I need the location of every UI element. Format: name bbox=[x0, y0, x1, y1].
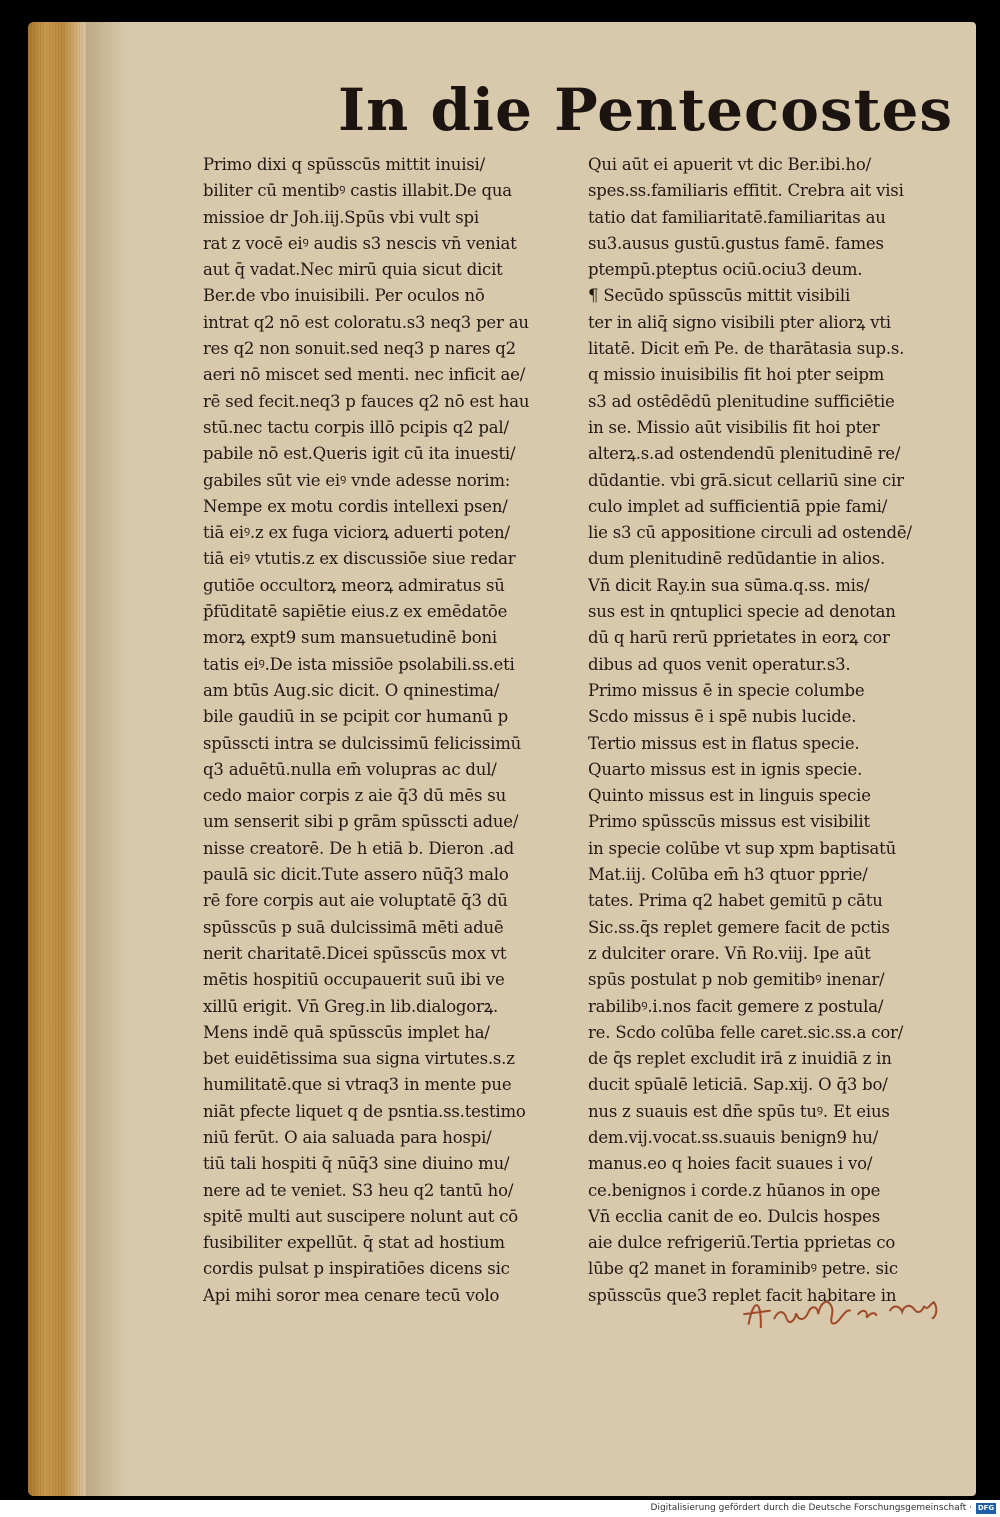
text-line: biliter cū mentibꝰ castis illabit.De qua bbox=[203, 181, 512, 201]
text-column-left bbox=[203, 152, 575, 1309]
page-edge bbox=[28, 22, 86, 1496]
text-line: Mat.iij. Colūba em̄ h3 qtuor pprie/ bbox=[588, 865, 868, 885]
text-line: ducit spūalē leticiā. Sap.xij. O q̄3 bo/ bbox=[588, 1075, 888, 1095]
text-line: alterꝝ.s.ad ostendendū plenitudinē re/ bbox=[588, 444, 901, 464]
text-line: gabiles sūt vie eiꝰ vnde adesse norim: bbox=[203, 470, 511, 490]
text-line: culo implet ad sufficientiā ppie fami/ bbox=[588, 496, 888, 516]
text-line: ¶ Secūdo spūsscūs mittit visibili bbox=[588, 286, 851, 306]
text-line: Qui aūt ei apuerit vt dic Ber.ibi.ho/ bbox=[588, 155, 871, 174]
text-line: stū.nec tactu corpis illō pcipis q2 pal/ bbox=[203, 417, 509, 437]
text-line: Primo spūsscūs missus est visibilit bbox=[588, 812, 870, 832]
text-line: rabilibꝰ.i.nos facit gemere z postula/ bbox=[588, 996, 884, 1016]
text-line: spūsscti intra se dulcissimū felicissimū bbox=[203, 733, 522, 753]
text-line: ce.benignos i corde.z hūanos in ope bbox=[588, 1180, 881, 1200]
text-line: in se. Missio aūt visibilis fit hoi pter bbox=[588, 417, 880, 437]
text-line: rē sed fecit.neq3 p fauces q2 nō est hau bbox=[203, 391, 530, 411]
text-line: Primo dixi q spūsscūs mittit inuisi/ bbox=[203, 155, 485, 174]
text-line: p̄fūditatē sapiētie eius.z ex emēdatōe bbox=[203, 602, 508, 622]
text-line: dū q harū rerū pprietates in eorꝝ cor bbox=[588, 628, 890, 648]
text-line: re. Scdo colūba felle caret.sic.ss.a cor/ bbox=[588, 1022, 904, 1042]
text-line: gutiōe occultorꝝ meorꝝ admiratus sū bbox=[203, 575, 505, 595]
text-line: aie dulce refrigeriū.Tertia pprietas co bbox=[588, 1233, 896, 1253]
text-line: su3.ausus gustū.gustus famē. fames bbox=[588, 233, 884, 253]
text-line: nere ad te veniet. S3 heu q2 tantū ho/ bbox=[203, 1180, 514, 1200]
text-line: Vn̄ dicit Ray.in sua sūma.q.ss. mis/ bbox=[588, 575, 870, 595]
text-line: manus.eo q hoies facit suaues i vo/ bbox=[588, 1154, 873, 1174]
text-line: res q2 non sonuit.sed neq3 p nares q2 bbox=[203, 339, 516, 359]
text-line: pabile nō est.Queris igit cū ita inuesti/ bbox=[203, 444, 516, 464]
text-line: morꝝ expt9 sum mansuetudinē boni bbox=[203, 628, 497, 648]
text-line: bile gaudiū in se pcipit cor humanū p bbox=[203, 707, 508, 727]
text-line: fusibiliter expellūt. q̄ stat ad hostium bbox=[203, 1233, 505, 1253]
text-line: rē fore corpis aut aie voluptatē q̄3 dū bbox=[203, 891, 508, 911]
text-line: in specie colūbe vt sup xpm baptisatū bbox=[588, 838, 897, 858]
digitization-footer bbox=[0, 1500, 1000, 1517]
text-line: humilitatē.que si vtraq3 in mente pue bbox=[203, 1075, 512, 1095]
text-line: rat z vocē eiꝰ audis s3 nescis vn̄ veniat bbox=[203, 233, 517, 253]
text-line: am btūs Aug.sic dicit. O qninestima/ bbox=[203, 680, 500, 700]
text-line: xillū erigit. Vn̄ Greg.in lib.dialogorꝝ. bbox=[203, 996, 499, 1016]
text-line: tatis eiꝰ.De ista missiōe psolabili.ss.eti bbox=[203, 654, 515, 674]
text-line: dum plenitudinē redūdantie in alios. bbox=[588, 549, 886, 569]
text-line: mētis hospitiū occupauerit suū ibi ve bbox=[203, 970, 505, 990]
text-line: aeri nō miscet sed menti. nec inficit ae/ bbox=[203, 365, 526, 385]
text-line: Tertio missus est in flatus specie. bbox=[588, 733, 860, 753]
text-line: missioe dr Joh.iij.Spūs vbi vult spi bbox=[203, 207, 479, 227]
text-line: spitē multi aut suscipere nolunt aut cō bbox=[203, 1206, 518, 1226]
text-line: z dulciter orare. Vn̄ Ro.viij. Ipe aūt bbox=[588, 943, 871, 963]
text-line: ptempū.pteptus ociū.ociu3 deum. bbox=[588, 260, 863, 280]
text-line: spes.ss.familiaris effitit. Crebra ait visi bbox=[588, 181, 904, 201]
text-line: spūsscūs que3 replet facit habitare in bbox=[588, 1285, 897, 1305]
dfg-logo: DFG bbox=[977, 1504, 995, 1512]
text-line: intrat q2 nō est coloratu.s3 neq3 per au bbox=[203, 312, 529, 332]
text-line: nisse creatorē. De h etiā b. Dieron .ad bbox=[203, 838, 515, 858]
text-line: paulā sic dicit.Tute assero nūq̄3 malo bbox=[203, 865, 509, 885]
text-line: spūs postulat p nob gemitibꝰ inenar/ bbox=[588, 970, 885, 990]
text-line: Vn̄ ecclia canit de eo. Dulcis hospes bbox=[588, 1206, 880, 1226]
text-line: nus z suauis est dn̄e spūs tuꝰ. Et eius bbox=[588, 1101, 890, 1121]
text-line: tiā eiꝰ vtutis.z ex discussiōe siue redar bbox=[203, 549, 516, 569]
text-line: Scdo missus ē i spē nubis lucide. bbox=[588, 707, 857, 727]
text-line: bet euidētissima sua signa virtutes.s.z bbox=[203, 1049, 515, 1069]
text-line: tates. Prima q2 habet gemitū p cātu bbox=[588, 891, 883, 911]
text-line: Primo missus ē in specie columbe bbox=[588, 680, 865, 700]
text-line: q missio inuisibilis fit hoi pter seipm bbox=[588, 365, 885, 385]
text-line: lūbe q2 manet in foraminibꝰ petre. sic bbox=[588, 1259, 898, 1279]
text-line: Mens indē quā spūsscūs implet ha/ bbox=[203, 1022, 490, 1042]
text-column-right bbox=[588, 152, 976, 1309]
text-line: tiā eiꝰ.z ex fuga viciorꝝ aduerti poten/ bbox=[203, 523, 510, 543]
text-line: spūsscūs p suā dulcissimā mēti aduē bbox=[203, 917, 504, 937]
text-line: Sic.ss.q̄s replet gemere facit de pctis bbox=[588, 917, 890, 937]
text-line: dūdantie. vbi grā.sicut cellariū sine cir bbox=[588, 470, 904, 490]
book-page bbox=[28, 22, 976, 1496]
footer-credit: Digitalisierung gefördert durch die Deutsche Forschungsgemeinschaft · bbox=[650, 1503, 972, 1513]
text-line: s3 ad ostēdēdū plenitudine sufficiētie bbox=[588, 391, 895, 411]
text-line: Nempe ex motu cordis intellexi psen/ bbox=[203, 496, 508, 516]
text-line: niū ferūt. O aia saluada para hospi/ bbox=[203, 1127, 492, 1147]
text-line: Ber.de vbo inuisibili. Per oculos nō bbox=[203, 286, 485, 306]
text-line: dem.vij.vocat.ss.suauis benign9 hu/ bbox=[588, 1127, 879, 1147]
text-line: q3 aduētū.nulla em̄ volupras ac dul/ bbox=[203, 759, 497, 779]
text-line: um senserit sibi p grām spūsscti adue/ bbox=[203, 812, 519, 832]
text-line: litatē. Dicit em̄ Pe. de tharātasia sup.s. bbox=[588, 339, 905, 359]
text-line: Quinto missus est in linguis specie bbox=[588, 786, 871, 806]
text-line: tatio dat familiaritatē.familiaritas au bbox=[588, 207, 886, 227]
text-line: niāt pfecte liquet q de psntia.ss.testimo bbox=[203, 1101, 526, 1121]
text-line: nerit charitatē.Dicei spūsscūs mox vt bbox=[203, 943, 507, 963]
text-line: sus est in qntuplici specie ad denotan bbox=[588, 602, 896, 622]
text-line: lie s3 cū appositione circuli ad ostendē/ bbox=[588, 523, 912, 543]
text-line: tiū tali hospiti q̄ nūq̄3 sine diuino mu/ bbox=[203, 1154, 510, 1174]
text-line: cedo maior corpis z aie q̄3 dū mēs su bbox=[203, 786, 507, 806]
page-heading: In die Pentecostes bbox=[338, 76, 953, 144]
text-line: de q̄s replet excludit irā z inuidiā z in bbox=[588, 1049, 892, 1069]
text-line: Api mihi soror mea cenare tecū volo bbox=[203, 1285, 500, 1305]
gutter-shadow bbox=[86, 22, 126, 1496]
text-line: dibus ad quos venit operatur.s3. bbox=[588, 654, 851, 674]
text-line: ter in aliq̄ signo visibili pter aliorꝝ vti bbox=[588, 312, 891, 332]
text-line: aut q̄ vadat.Nec mirū quia sicut dicit bbox=[203, 260, 503, 280]
text-line: Quarto missus est in ignis specie. bbox=[588, 759, 863, 779]
text-line: cordis pulsat p inspiratiōes dicens sic bbox=[203, 1259, 510, 1279]
